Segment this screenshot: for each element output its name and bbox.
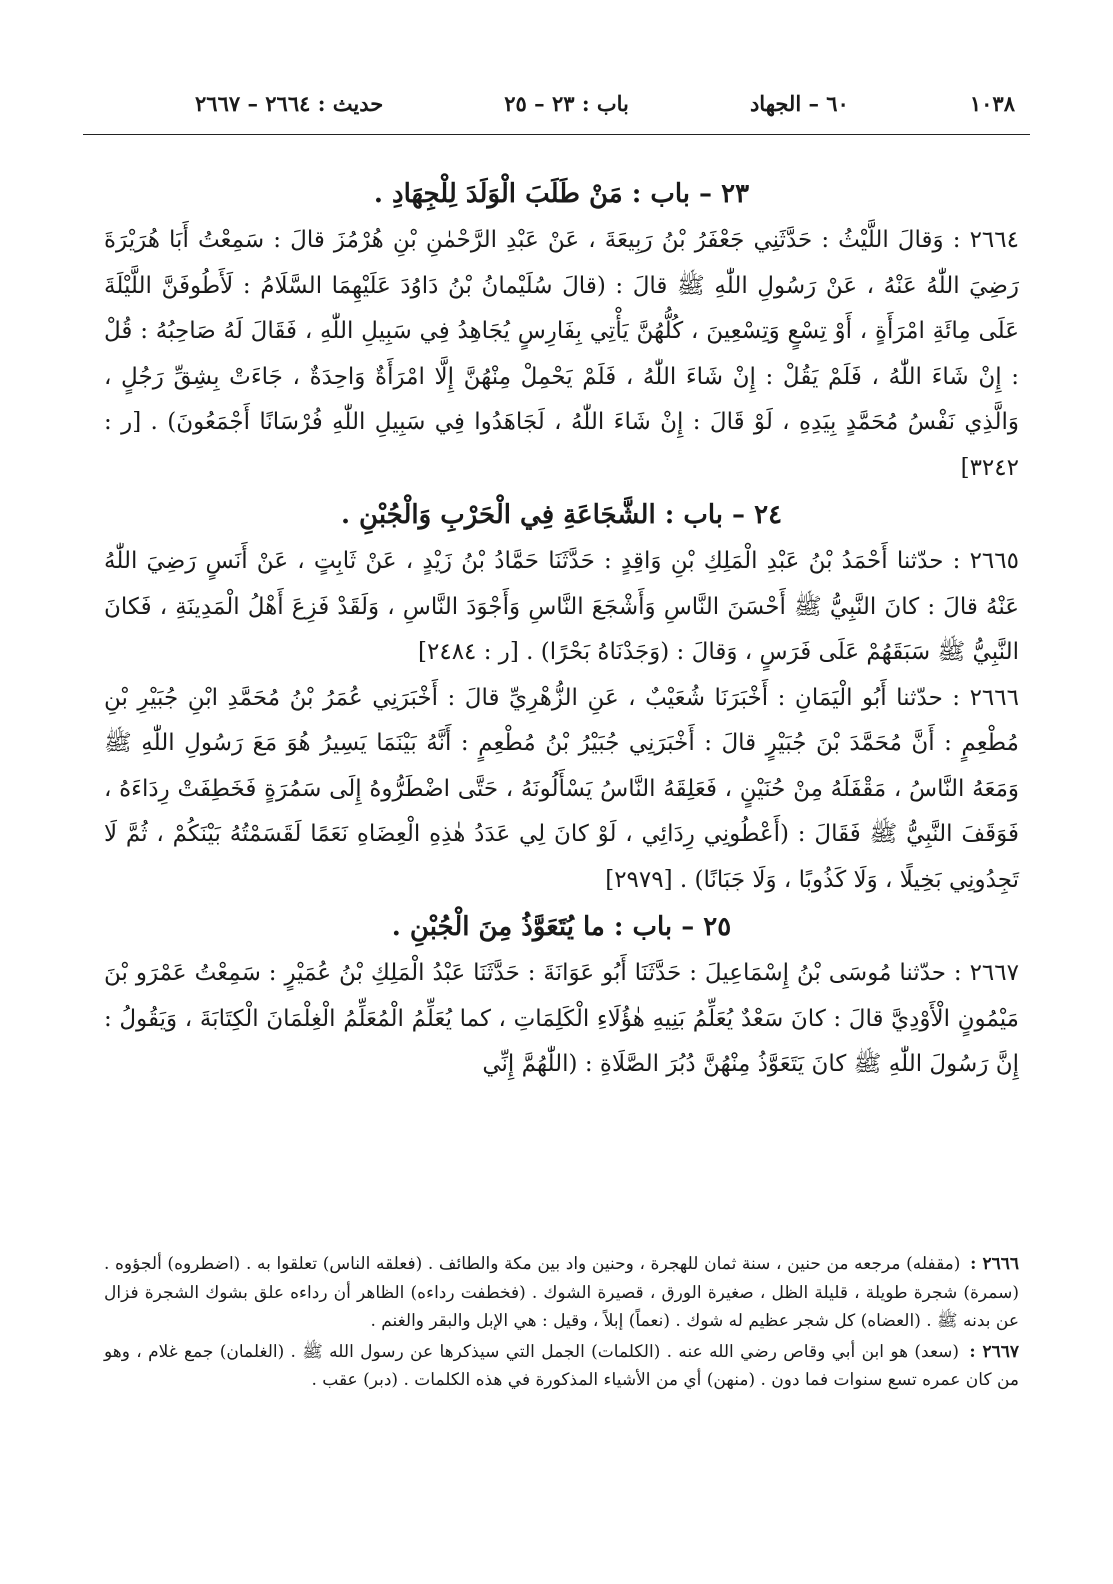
chapter-heading: ٢٤ – باب : الشَّجَاعَةِ فِي الْحَرْبِ وَالْجُبْنِ .: [340, 500, 783, 530]
hadith-paragraph: ٢٦٦٦ : حدّثنا أَبُو الْيَمَانِ : أَخْبَرَنَا شُعَيْبٌ ، عَنِ الزُّهْرِيِّ قالَ : أَخْبَرَنِي عُمَرُ بْنُ مُحَمَّدِ ابْنِ جُبَيْرِ بْنِ مُطْعِمٍ : أَنَّ مُحَمَّدَ بْنَ جُبَيْرٍ قالَ : أَخْبَرَنِي جُبَيْرُ بْنُ مُطْعِمٍ : أَنَّهُ بَيْنَمَا يَسِيرُ هُوَ مَعَ رَسُولِ اللّٰهِ ﷺ وَمَعَهُ النَّاسُ ، مَقْفَلَهُ مِنْ حُنَيْنٍ ، فَعَلِقَهُ النَّاسُ يَسْأَلُونَهُ ، حَتَّى اضْطَرُّوهُ إِلَى سَمُرَةٍ فَخَطِفَتْ رِدَاءَهُ ، فَوَقَفَ النَّبِيُّ ﷺ فَقَالَ : (أَعْطُونِي رِدَائِي ، لَوْ كانَ لِي عَدَدُ هٰذِهِ الْعِضَاهِ نَعَمًا لَقَسَمْتُهُ بَيْنَكُمْ ، ثُمَّ لَا تَجِدُونِي بَخِيلًا ، وَلَا كَذُوبًا ، وَلَا جَبَانًا) . [٢٩٧٩]: [104, 684, 1019, 893]
footnote: [104, 1250, 1019, 1336]
hadith-range: حديث : ٢٦٦٤ – ٢٦٦٧: [195, 90, 384, 116]
footnote-line: (مقفله) مرجعه من حنين ، سنة ثمان للهجرة ، وحنين واد بين مكة والطائف . (فعلقه الناس) تعلقوا به .: [245, 1254, 961, 1274]
footnote-line: (اضطروه) ألجؤوه . (سمرة) شجرة طويلة ، قليلة الظل ، صغيرة الورق ، قصيرة الشوك . (فخطفت: [104, 1254, 1019, 1303]
header-divider: [83, 134, 1030, 135]
book-title: ٦٠ – الجهاد: [749, 90, 849, 116]
chapter-heading: ٢٣ – باب : مَنْ طَلَبَ الْوَلَدَ لِلْجِهَادِ .: [373, 179, 750, 209]
hadith-paragraph: ٢٦٦٥ : حدّثنا أَحْمَدُ بْنُ عَبْدِ الْمَلِكِ بْنِ وَاقِدٍ : حَدَّثَنَا حَمَّادُ بْنُ زَيْدٍ ، عَنْ ثَابِتٍ ، عَنْ أَنَسٍ رَضِيَ اللّٰهُ عَنْهُ قالَ : كانَ النَّبِيُّ ﷺ أَحْسَنَ النَّاسِ وَأَشْجَعَ النَّاسِ وَأَجْوَدَ النَّاسِ ، وَلَقَدْ فَزِعَ أَهْلُ الْمَدِينَةِ ، فَكانَ النَّبِيُّ ﷺ سَبَقَهُمْ عَلَى فَرَسٍ ، وَقالَ : (وَجَدْنَاهُ بَحْرًا) . [ر : ٢٤٨٤]: [104, 548, 1019, 665]
chapter-range: باب : ٢٣ – ٢٥: [504, 90, 629, 116]
footnote: [104, 1338, 1019, 1395]
hadith-paragraph: ٢٦٦٤ : وَقالَ اللَّيْثُ : حَدَّثَنِي جَعْفَرُ بْنُ رَبِيعَةَ ، عَنْ عَبْدِ الرَّحْمٰنِ بْنِ هُرْمُزَ قالَ : سَمِعْتُ أَبَا هُرَيْرَةَ رَضِيَ اللّٰهُ عَنْهُ ، عَنْ رَسُولِ اللّٰهِ ﷺ قالَ : (قالَ سُلَيْمانُ بْنُ دَاوُدَ عَلَيْهِمَا السَّلَامُ : لَأَطُوفَنَّ اللَّيْلَةَ عَلَى مِائَةِ امْرَأَةٍ ، أَوْ تِسْعٍ وَتِسْعِينَ ، كُلُّهُنَّ يَأْتِي بِفَارِسٍ يُجَاهِدُ فِي سَبِيلِ اللّٰهِ ، فَقَالَ لَهُ صَاحِبُهُ : قُلْ : إِنْ شَاءَ اللّٰهُ ، فَلَمْ يَقُلْ : إِنْ شَاءَ اللّٰهُ ، فَلَمْ يَحْمِلْ مِنْهُنَّ إِلَّا امْرَأَةٌ وَاحِدَةٌ ، جَاءَتْ بِشِقِّ رَجُلٍ ، وَالَّذِي نَفْسُ مُحَمَّدٍ بِيَدِهِ ، لَوْ قَالَ : إِنْ شَاءَ اللّٰهُ ، لَجَاهَدُوا فِي سَبِيلِ اللّٰهِ فُرْسَانًا أَجْمَعُونَ) . [ر : ٣٢٤٢]: [104, 227, 1019, 481]
footnote-number: ٢٦٦٦ :: [970, 1254, 1020, 1274]
main-text: [104, 170, 1019, 1088]
running-header: [195, 86, 1015, 120]
footnote-line: جمع غلام ، وهو من كان عمره تسع سنوات فما دون . (منهن) أي من الأشياء المذكورة في هذه الكلمات .: [104, 1341, 1019, 1390]
footnote-line: (نعماً) إبلاً ، وقيل : هي الإبل والبقر والغنم .: [370, 1311, 670, 1331]
page-number: ١٠٣٨: [969, 90, 1015, 116]
chapter-heading: ٢٥ – باب : ما يُتَعَوَّذُ مِنَ الْجُبْنِ .: [391, 912, 732, 942]
footnote-number: ٢٦٦٧ :: [969, 1341, 1020, 1362]
footnote-line: (سعد) هو ابن أبي وقاص رضي الله عنه . (الكلمات) الجمل التي سيذكرها عن رسول الله ﷺ . (الغلمان): [219, 1341, 960, 1362]
hadith-paragraph: ٢٦٦٧ : حدّثنا مُوسَى بْنُ إِسْمَاعِيلَ : حَدَّثَنَا أَبُو عَوَانَةَ : حَدَّثَنَا عَبْدُ الْمَلِكِ بْنُ عُمَيْرٍ : سَمِعْتُ عَمْرَو بْنَ مَيْمُونٍ الْأَوْدِيَّ قالَ : كانَ سَعْدٌ يُعَلِّمُ بَنِيهِ هٰؤُلَاءِ الْكَلِمَاتِ ، كما يُعَلِّمُ الْمُعَلِّمُ الْغِلْمَانَ الْكِتَابَةَ ، وَيَقُولُ : إِنَّ رَسُولَ اللّٰهِ ﷺ كانَ يَتَعَوَّذُ مِنْهُنَّ دُبُرَ الصَّلَاةِ : (اللّٰهُمَّ إِنِّي: [104, 960, 1019, 1077]
footnotes: [104, 1250, 1019, 1397]
footnote-line: رداءه) الظاهر أن رداءه علق بشوك الشجرة فزال عن بدنه ﷺ . (العضاه) كل شجر عظيم له شوك .: [104, 1282, 1019, 1331]
footnote-line: (دبر) عقب .: [311, 1370, 399, 1390]
